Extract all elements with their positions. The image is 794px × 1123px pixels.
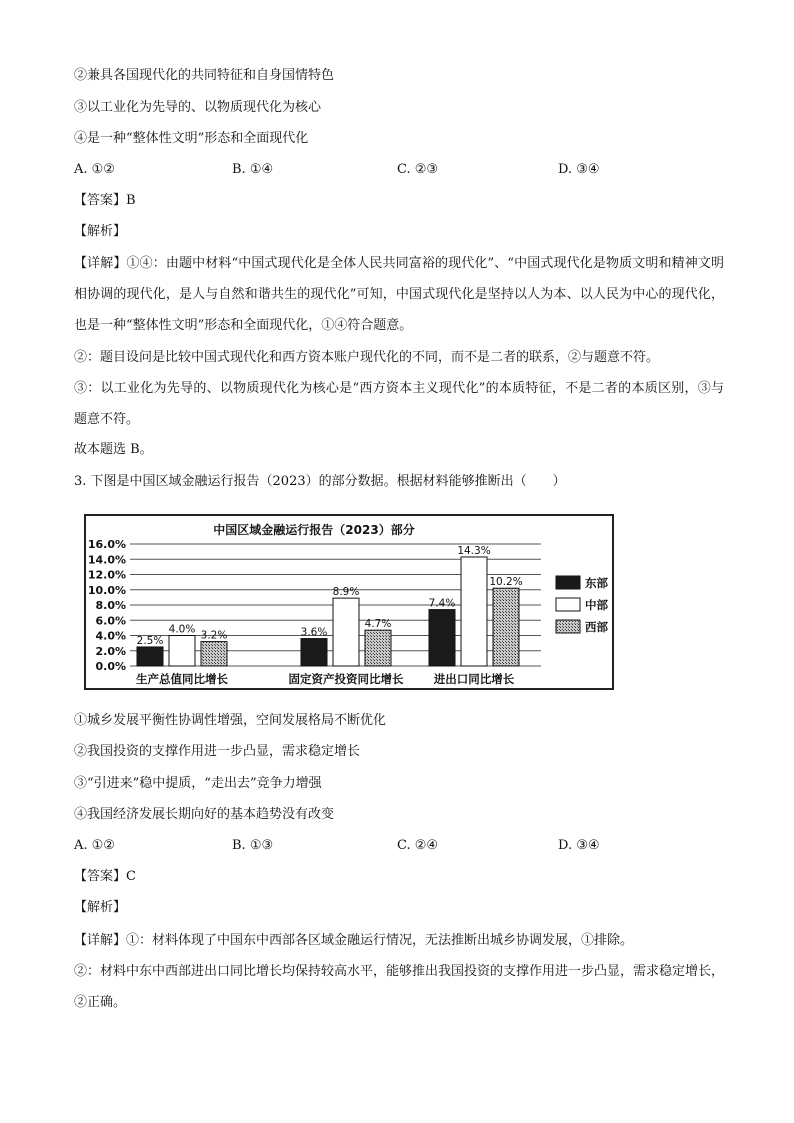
y-tick-label: 12.0% [87, 568, 126, 582]
y-tick-label: 16.0% [87, 538, 126, 551]
bar-中部-1 [333, 598, 359, 666]
legend-label: 东部 [585, 576, 608, 590]
q3-option-item-3: ③“引进来”稳中提质，“走出去”竞争力增强 [74, 776, 322, 791]
q3-stem: 3. 下图是中国区域金融运行报告（2023）的部分数据。根据材料能够推断出（ ） [74, 474, 566, 489]
y-tick-label: 14.0% [87, 553, 126, 567]
bar-西部-2 [493, 588, 519, 666]
legend-swatch-中部 [556, 598, 580, 611]
data-label: 14.3% [457, 544, 491, 557]
y-tick-label: 2.0% [95, 644, 126, 658]
q3-answer-choices [74, 836, 734, 856]
bar-中部-0 [169, 636, 195, 667]
bar-东部-1 [301, 639, 327, 666]
q2-conclusion: 故本题选 B。 [74, 442, 153, 457]
legend-swatch-东部 [556, 576, 580, 589]
answer-value: C [126, 869, 136, 884]
y-tick-label: 8.0% [95, 599, 126, 612]
q3-answer [74, 867, 136, 887]
data-label: 2.5% [136, 634, 164, 647]
answer-label: 【答案】 [74, 869, 127, 884]
x-category-label: 固定资产投资同比增长 [288, 672, 404, 686]
chart-canvas [86, 516, 612, 688]
q3-choice-d: D. ③④ [558, 838, 600, 853]
bar-西部-0 [201, 642, 227, 666]
data-label: 8.9% [332, 586, 360, 599]
q2-answer-choices [74, 160, 734, 180]
bar-西部-1 [365, 630, 391, 666]
data-label: 3.2% [200, 629, 228, 642]
bar-chart [84, 514, 614, 690]
x-category-label: 生产总值同比增长 [136, 672, 228, 686]
data-label: 4.7% [364, 618, 392, 631]
q2-detail-3: ③：以工业化为先导的、以物质现代化为核心是“西方资本主义现代化”的本质特征，不是二者的本质区别，③与题意不符。 [74, 381, 724, 427]
answer-value: B [126, 193, 136, 208]
y-tick-label: 0.0% [95, 660, 126, 673]
data-label: 4.0% [168, 623, 196, 636]
q3-detail-1: 【详解】①：材料体现了中国东中西部各区域金融运行情况，无法推断出城乡协调发展，①排除。 [74, 933, 634, 948]
q2-choice-d: D. ③④ [558, 162, 600, 177]
data-label: 10.2% [489, 576, 523, 589]
y-tick-label: 6.0% [95, 614, 126, 628]
data-label: 3.6% [300, 626, 328, 639]
q3-option-item-2: ②我国投资的支撑作用进一步凸显，需求稳定增长 [74, 744, 361, 759]
bar-中部-2 [461, 557, 487, 666]
q2-option-item-3: ③以工业化为先导的、以物质现代化为核心 [74, 100, 322, 115]
legend-label: 中部 [585, 598, 608, 612]
bar-东部-0 [137, 647, 163, 666]
answer-label: 【答案】 [74, 193, 127, 208]
chart-title: 中国区域金融运行报告（2023）部分 [213, 523, 415, 537]
q3-analysis-label: 【解析】 [74, 900, 127, 915]
y-tick-label: 4.0% [95, 629, 126, 643]
q3-choice-b: B. ①③ [232, 838, 274, 853]
q2-choice-c: C. ②③ [397, 162, 439, 177]
data-label: 7.4% [428, 597, 456, 610]
legend-swatch-西部 [556, 620, 580, 633]
q3-option-item-1: ①城乡发展平衡性协调性增强，空间发展格局不断优化 [74, 713, 387, 728]
bar-东部-2 [429, 610, 455, 666]
q2-analysis-label: 【解析】 [74, 224, 127, 239]
q2-detail-1: 【详解】①④：由题中材料“中国式现代化是全体人民共同富裕的现代化”、“中国式现代化是物质文明和精神文明相协调的现代化，是人与自然和谐共生的现代化”可知，中国式现代化是坚持以人为本、以人民为中心的现代化，也是一种“整体性文明”形态和全面现代化，①④符合题意。 [74, 256, 724, 333]
q3-option-item-4: ④我国经济发展长期向好的基本趋势没有改变 [74, 807, 335, 822]
q2-choice-b: B. ①④ [232, 162, 274, 177]
q2-answer [74, 191, 136, 211]
q2-choice-a: A. ①② [74, 162, 115, 177]
x-category-label: 进出口同比增长 [433, 672, 515, 686]
q3-choice-c: C. ②④ [397, 838, 439, 853]
legend-label: 西部 [585, 620, 608, 634]
q2-option-item-4: ④是一种“整体性文明”形态和全面现代化 [74, 131, 309, 146]
y-tick-label: 10.0% [87, 583, 126, 597]
q2-detail-2: ②：题目设问是比较中国式现代化和西方资本账户现代化的不同，而不是二者的联系，②与题意不符。 [74, 350, 660, 365]
q3-choice-a: A. ①② [74, 838, 115, 853]
q2-option-item-2: ②兼具各国现代化的共同特征和自身国情特色 [74, 68, 335, 83]
q3-detail-2: ②：材料中东中西部进出口同比增长均保持较高水平，能够推出我国投资的支撑作用进一步凸显，需求稳定增长，②正确。 [74, 964, 725, 1010]
